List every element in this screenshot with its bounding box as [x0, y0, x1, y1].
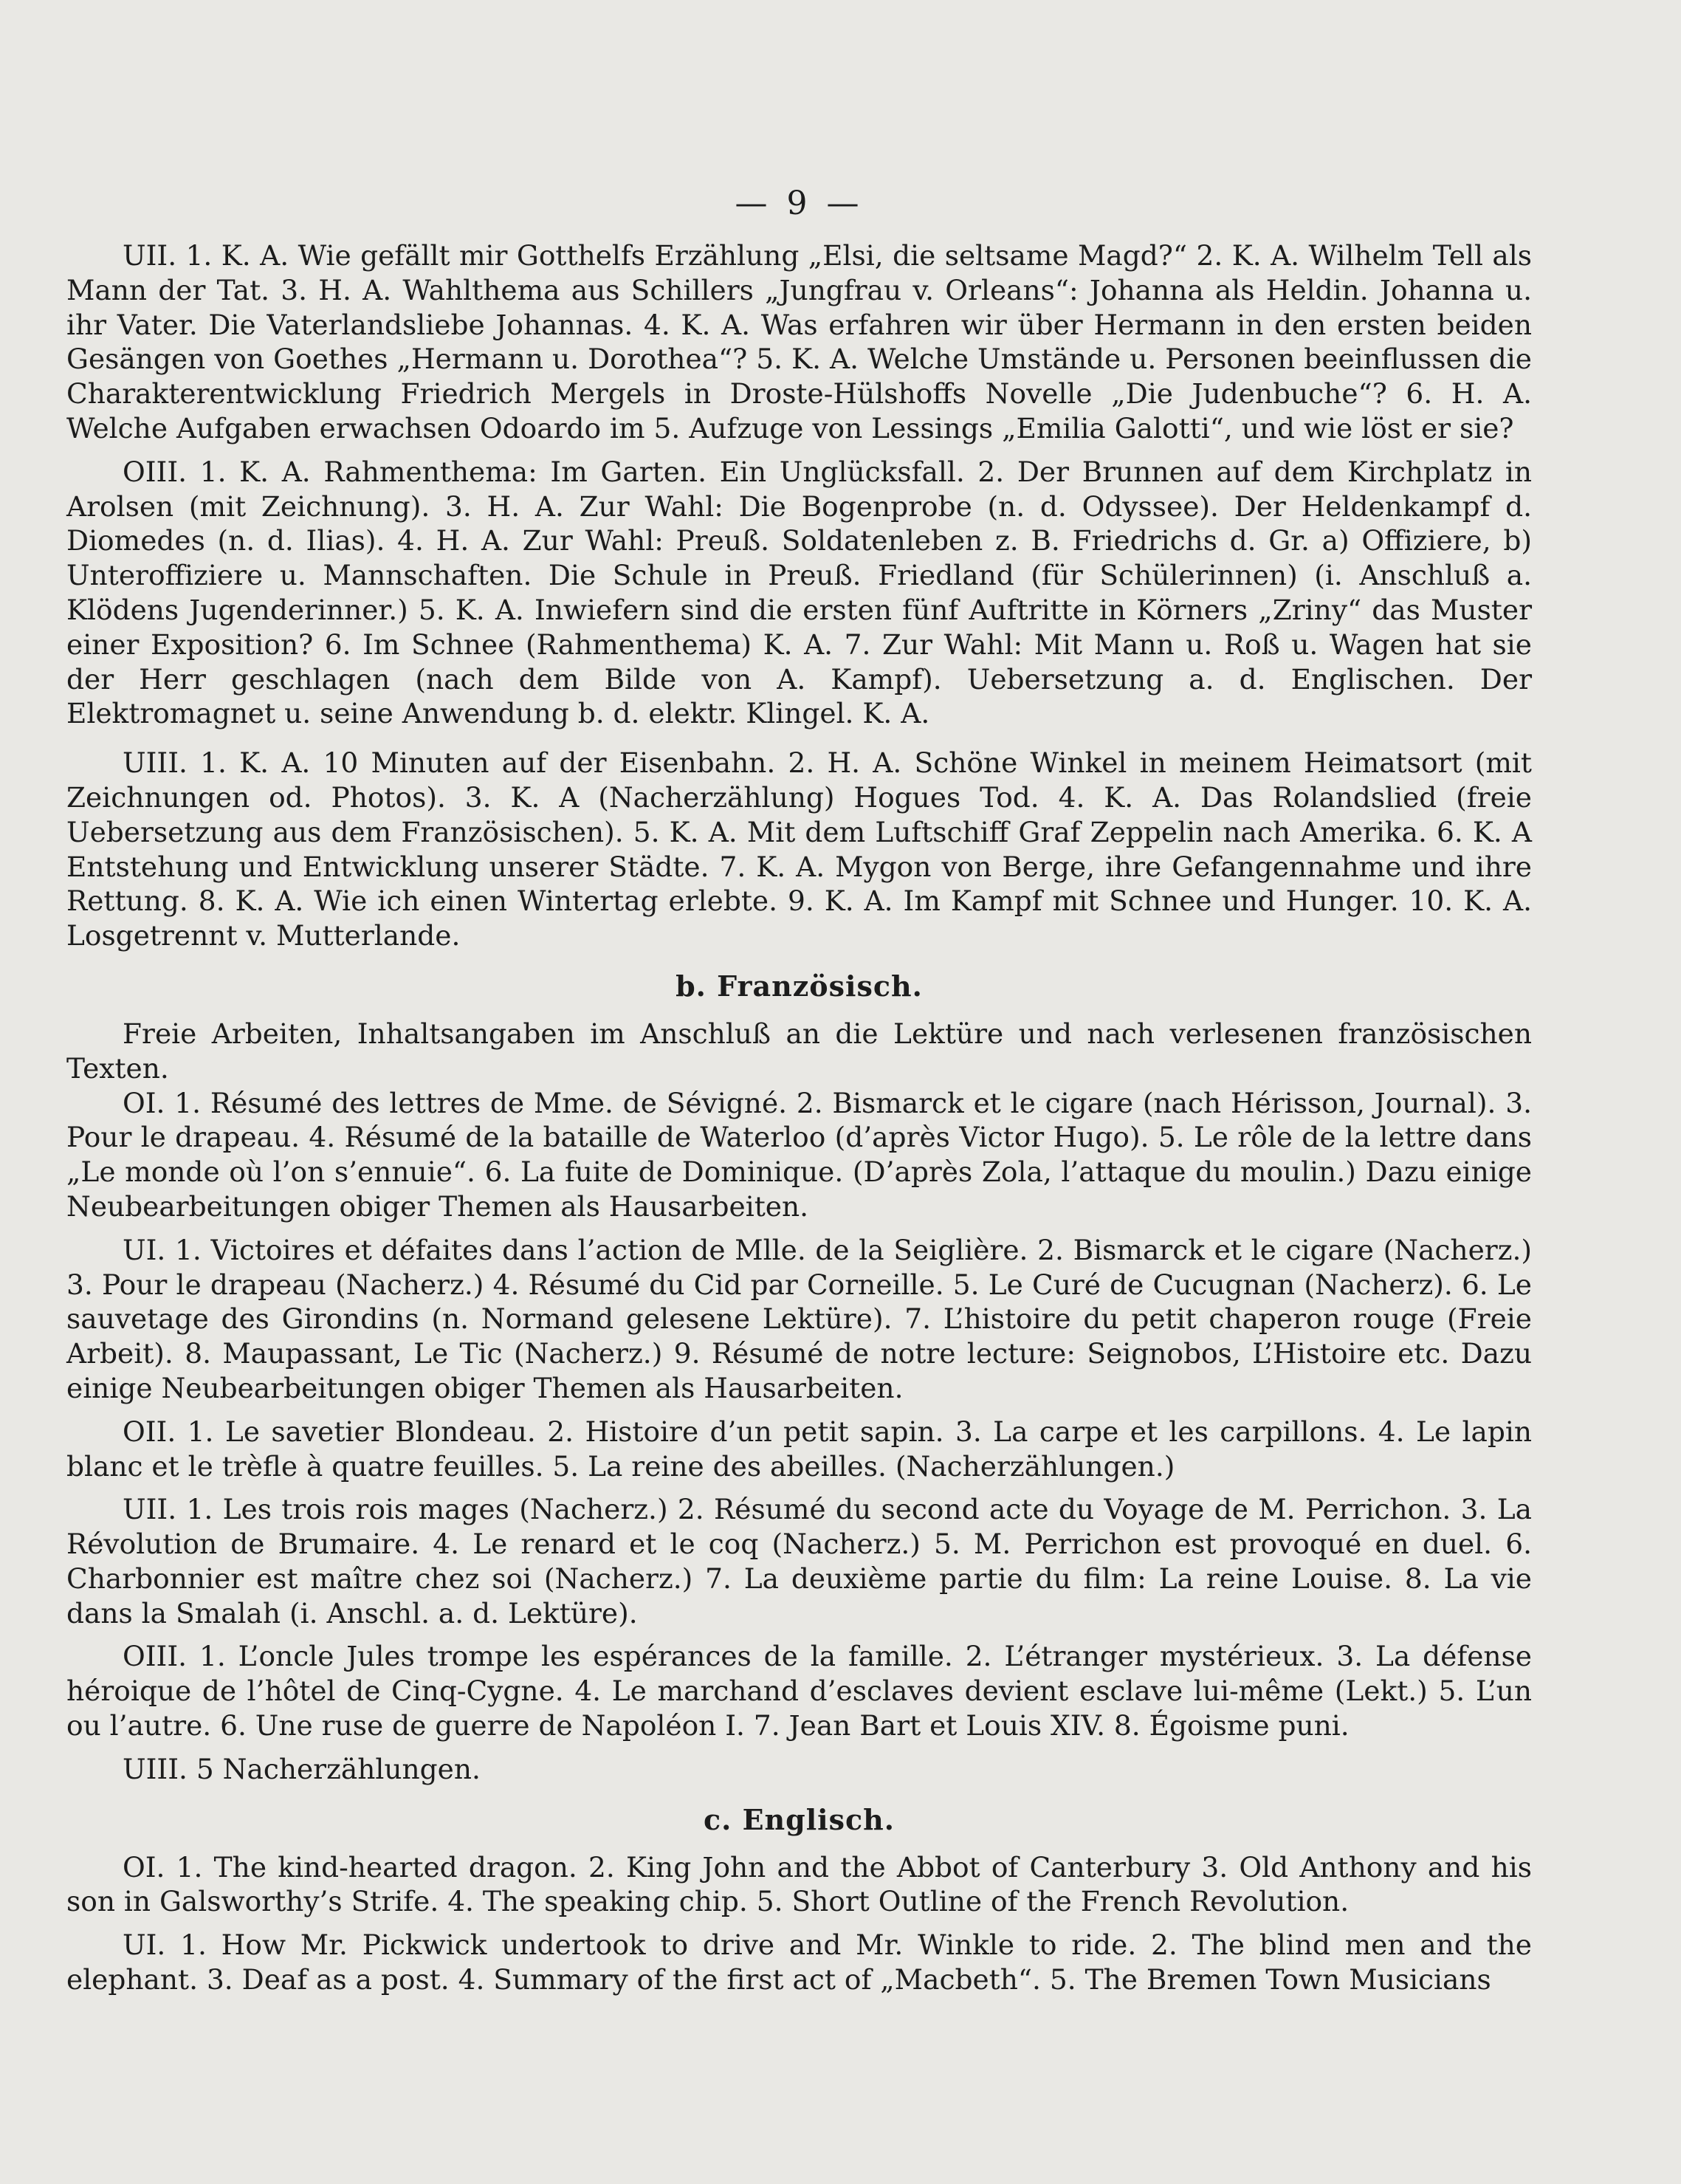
- german-section: [66, 238, 1532, 953]
- paragraph-french-intro: Freie Arbeiten, Inhaltsangaben im Anschluß an die Lektüre und nach verlesenen französischen Texten.: [66, 1017, 1532, 1085]
- document-page: [66, 185, 1532, 1997]
- paragraph-uii-german: UII. 1. K. A. Wie gefällt mir Gotthelfs Erzählung „Elsi, die seltsame Magd?“ 2. K. A. Wilhelm Tell als Mann der Tat. 3. H. A. Wahlthema aus Schillers „Jungfrau v. Orleans“: Johanna als Heldin. Johanna u. ihr Vater. Die Vaterlandsliebe Johannas. 4. K. A. Was erfahren wir über Hermann in den ersten beiden Gesängen von Goethes „Hermann u. Dorothea“? 5. K. A. Welche Umstände u. Personen beeinflussen die Charakterentwicklung Friedrich Mergels in Droste-Hülshoffs Novelle „Die Judenbuche“? 6. H. A. Welche Aufgaben erwachsen Odoardo im 5. Aufzuge von Lessings „Emilia Galotti“, und wie löst er sie?: [66, 239, 1532, 444]
- paragraph-uiii-french: UIII. 5 Nacherzählungen.: [123, 1752, 481, 1785]
- paragraph-oii-french: OII. 1. Le savetier Blondeau. 2. Histoire d’un petit sapin. 3. La carpe et les carpillons. 4. Le lapin blanc et le trèfle à quatre feuilles. 5. La reine des abeilles. (Nacherzählungen.): [66, 1415, 1532, 1483]
- paragraph-oiii-french: OIII. 1. L’oncle Jules trompe les espérances de la famille. 2. L’étranger mystérieux. 3. La défense héroique de l’hôtel de Cinq-Cygne. 4. Le marchand d’esclaves devient esclave lui-même (Lekt.) 5. L’un ou l’autre. 6. Une ruse de guerre de Napoléon I. 7. Jean Bart et Louis XIV. 8. Égoisme puni.: [66, 1640, 1532, 1742]
- paragraph-oi-english: OI. 1. The kind-hearted dragon. 2. King John and the Abbot of Canterbury 3. Old Anthony and his son in Galsworthy’s Strife. 4. The speaking chip. 5. Short Outline of the French Revolution.: [66, 1850, 1532, 1918]
- paragraph-uii-french: UII. 1. Les trois rois mages (Nacherz.) 2. Résumé du second acte du Voyage de M. Perrichon. 3. La Révolution de Brumaire. 4. Le renard et le coq (Nacherz.) 5. M. Perrichon est provoqué en duel. 6. Charbonnier est maître chez soi (Nacherz.) 7. La deuxième partie du film: La reine Louise. 8. La vie dans la Smalah (i. Anschl. a. d. Lektüre).: [66, 1493, 1532, 1630]
- english-section: [66, 1803, 1532, 1997]
- french-section: [66, 969, 1532, 1787]
- section-heading-english: c. Englisch.: [703, 1802, 895, 1836]
- page-number: — 9 —: [735, 185, 864, 222]
- paragraph-oi-french: OI. 1. Résumé des lettres de Mme. de Sévigné. 2. Bismarck et le cigare (nach Hérisson, Journal). 3. Pour le drapeau. 4. Résumé de la bataille de Waterloo (d’après Victor Hugo). 5. Le rôle de la lettre dans „Le monde où l’on s’ennuie“. 6. La fuite de Dominique. (D’après Zola, l’attaque du moulin.) Dazu einige Neubearbeitungen obiger Themen als Hausarbeiten.: [66, 1086, 1532, 1223]
- paragraph-oiii-german: OIII. 1. K. A. Rahmenthema: Im Garten. Ein Unglücksfall. 2. Der Brunnen auf dem Kirchplatz in Arolsen (mit Zeichnung). 3. H. A. Zur Wahl: Die Bogenprobe (n. d. Odyssee). Der Heldenkampf d. Diomedes (n. d. Ilias). 4. H. A. Zur Wahl: Preuß. Soldatenleben z. B. Friedrichs d. Gr. a) Offiziere, b) Unteroffiziere u. Mannschaften. Die Schule in Preuß. Friedland (für Schülerinnen) (i. Anschluß a. Klödens Jugenderinner.) 5. K. A. Inwiefern sind die ersten fünf Auftritte in Körners „Zriny“ das Muster einer Exposition? 6. Im Schnee (Rahmenthema) K. A. 7. Zur Wahl: Mit Mann u. Roß u. Wagen hat sie der Herr geschlagen (nach dem Bilde von A. Kampf). Uebersetzung a. d. Englischen. Der Elektromagnet u. seine Anwendung b. d. elektr. Klingel. K. A.: [66, 455, 1532, 730]
- paragraph-ui-english: UI. 1. How Mr. Pickwick undertook to drive and Mr. Winkle to ride. 2. The blind men and the elephant. 3. Deaf as a post. 4. Summary of the first act of „Macbeth“. 5. The Bremen Town Musicians: [66, 1929, 1532, 1996]
- section-heading-french: b. Französisch.: [676, 969, 923, 1003]
- paragraph-uiii-german: UIII. 1. K. A. 10 Minuten auf der Eisenbahn. 2. H. A. Schöne Winkel in meinem Heimatsort (mit Zeichnungen od. Photos). 3. K. A (Nacherzählung) Hogues Tod. 4. K. A. Das Rolandslied (freie Uebersetzung aus dem Französischen). 5. K. A. Mit dem Luftschiff Graf Zeppelin nach Amerika. 6. K. A Entstehung und Entwicklung unserer Städte. 7. K. A. Mygon von Berge, ihre Gefangennahme und ihre Rettung. 8. K. A. Wie ich einen Wintertag erlebte. 9. K. A. Im Kampf mit Schnee und Hunger. 10. K. A. Losgetrennt v. Mutterlande.: [66, 746, 1532, 952]
- paragraph-ui-french: UI. 1. Victoires et défaites dans l’action de Mlle. de la Seiglière. 2. Bismarck et le cigare (Nacherz.) 3. Pour le drapeau (Nacherz.) 4. Résumé du Cid par Corneille. 5. Le Curé de Cucugnan (Nacherz). 6. Le sauvetage des Girondins (n. Normand gelesene Lektüre). 7. L’histoire du petit chaperon rouge (Freie Arbeit). 8. Maupassant, Le Tic (Nacherz.) 9. Résumé de notre lecture: Seignobos, L’Histoire etc. Dazu einige Neubearbeitungen obiger Themen als Hausarbeiten.: [66, 1233, 1532, 1404]
